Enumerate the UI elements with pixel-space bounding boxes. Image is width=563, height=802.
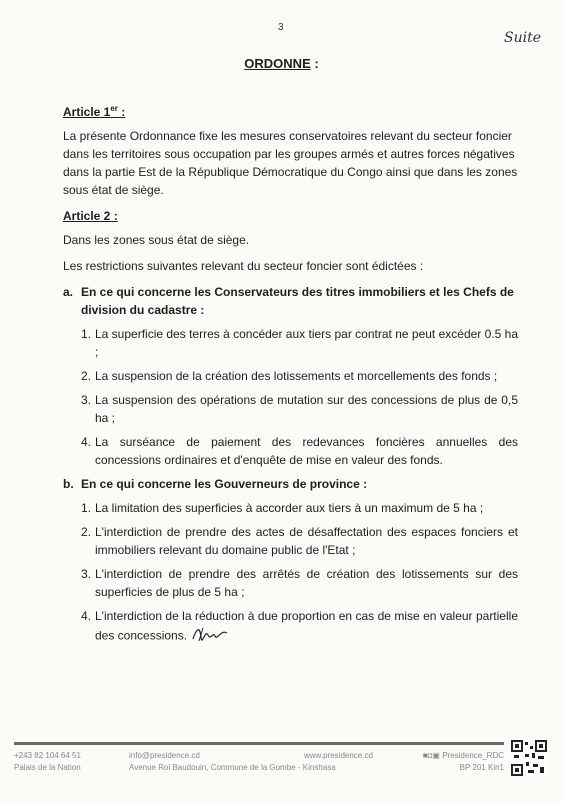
- list-item: 3. L'interdiction de prendre des arrêtés de création des lotissements sur des superficies de plus de 5 ha ;: [81, 567, 518, 599]
- list-item: 3. La suspension des opérations de mutation sur des concessions de plus de 0,5 ha ;: [81, 393, 518, 425]
- article-2-colon: :: [110, 209, 118, 223]
- article-1-colon: :: [117, 105, 126, 119]
- list-item-text: La surséance de paiement des redevances foncières annuelles des concessions ordinaires et d'enquête de mise en valeur des fonds.: [95, 435, 518, 467]
- section-a-title: En ce qui concerne les Conservateurs des titres immobiliers et les Chefs de division du cadastre :: [81, 285, 514, 317]
- list-item: 4. L'interdiction de la réduction à due proportion en cas de mise en valeur partielle des concessions.: [81, 607, 518, 648]
- list-item-text: La suspension de la création des lotissements et morcellements des fonds ;: [95, 369, 498, 383]
- footer-social-handle: Presidence_RDC: [442, 751, 504, 760]
- footer-social: [396, 750, 504, 762]
- ordonne-colon: :: [310, 56, 319, 71]
- article-2-intro-1: Dans les zones sous état de siège.: [63, 233, 250, 247]
- article-1-heading: [63, 100, 518, 121]
- list-item: 1. La limitation des superficies à accorder aux tiers à un maximum de 5 ha ;: [81, 499, 518, 517]
- article-2-intro-2: Les restrictions suivantes relevant du secteur foncier sont édictées :: [63, 259, 424, 273]
- suite-label: Suite: [504, 30, 541, 46]
- footer-social-block: [396, 750, 504, 774]
- document-body: [63, 100, 518, 654]
- section-b-list: [63, 499, 518, 648]
- social-icons: ■◘▣: [422, 751, 443, 760]
- footer-address: Avenue Roi Baudouin, Commune de la Gombe - Kinshasa: [129, 763, 336, 772]
- list-item: 2. L'interdiction de prendre des actes de désaffectation des espaces fonciers et immobiliers relevant du domaine public de l'Etat ;: [81, 525, 518, 557]
- list-item-text: La suspension des opérations de mutation sur des concessions de plus de 0,5 ha ;: [95, 393, 518, 425]
- footer-po-box: BP 201 Kin1: [459, 763, 504, 772]
- section-a-heading: [63, 283, 518, 319]
- list-item: 1. La superficie des terres à concéder aux tiers par contrat ne peut excéder 0.5 ha ;: [81, 327, 518, 359]
- ordonne-title: ORDONNE: [244, 56, 311, 71]
- article-1-text: La présente Ordonnance fixe les mesures conservatoires relevant du secteur foncier dans les territoires sous occupation par les groupes armés et autres forces négatives dans la partie Est de la République Démocratique du Congo ainsi que dans les zones sous état de siège.: [63, 129, 518, 197]
- ordonne-heading: [0, 56, 563, 71]
- list-item-text: L'interdiction de la réduction à due proportion en cas de mise en valeur partielle des concessions.: [95, 609, 518, 643]
- list-item-text: L'interdiction de prendre des arrêtés de création des lotissements sur des superficies de plus de 5 ha ;: [95, 567, 518, 599]
- list-item-text: La limitation des superficies à accorder aux tiers à un maximum de 5 ha ;: [95, 501, 484, 515]
- footer-email: info@presidence.cd: [129, 751, 200, 760]
- article-1-label: Article 1: [63, 105, 111, 119]
- section-a-letter: a.: [63, 285, 74, 299]
- article-2-label: Article 2: [63, 209, 111, 223]
- section-b-letter: b.: [63, 477, 74, 491]
- footer-location: Palais de la Nation: [14, 763, 81, 772]
- page-number: 3: [278, 22, 284, 33]
- list-item-text: La superficie des terres à concéder aux tiers par contrat ne peut excéder 0.5 ha ;: [95, 327, 518, 359]
- article-1-sup: er: [110, 104, 118, 113]
- signature-mark: [191, 625, 229, 648]
- list-item: 2. La suspension de la création des lotissements et morcellements des fonds ;: [81, 367, 518, 385]
- footer-contact: [14, 750, 81, 774]
- section-b-heading: [63, 475, 518, 493]
- list-item-text: L'interdiction de prendre des actes de désaffectation des espaces fonciers et immobiliers relevant du domaine public de l'Etat ;: [95, 525, 518, 557]
- footer-website: www.presidence.cd: [304, 751, 373, 760]
- footer-phone: +243 82 104 64 51: [14, 751, 81, 760]
- footer-divider: [14, 742, 504, 745]
- section-b-title: En ce qui concerne les Gouverneurs de province :: [81, 477, 368, 491]
- article-2-heading: [63, 207, 518, 225]
- list-item: 4. La surséance de paiement des redevances foncières annuelles des concessions ordinaires et d'enquête de mise en valeur des fonds.: [81, 435, 518, 467]
- qr-code-icon: [511, 740, 547, 776]
- section-a-list: [63, 325, 518, 469]
